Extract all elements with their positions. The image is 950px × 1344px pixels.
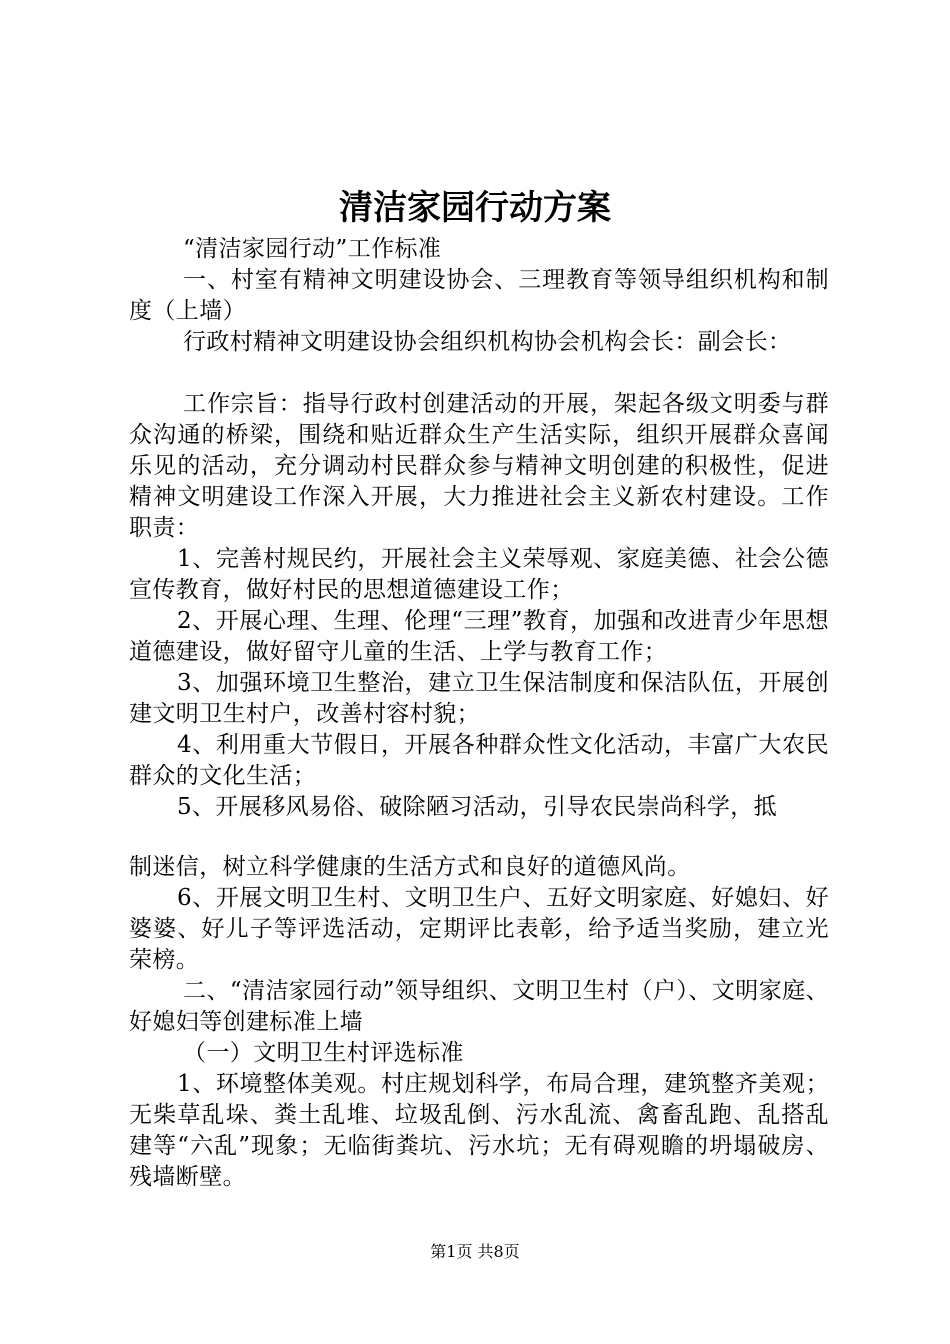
paragraph-duty-6: 6、开展文明卫生村、文明卫生户、五好文明家庭、好媳妇、好婆婆、好儿子等评选活动，定期评比表彰，给予适当奖励，建立光荣榜。: [129, 885, 829, 973]
paragraph-duty-2: 2、开展心理、生理、伦理“三理”教育，加强和改进青少年思想道德建设，做好留守儿童的生活、上学与教育工作；: [129, 608, 829, 665]
paragraph-duty-4: 4、利用重大节假日，开展各种群众性文化活动，丰富广大农民群众的文化生活；: [129, 732, 829, 789]
paragraph-organization: 行政村精神文明建设协会组织机构协会机构会长：副会长：: [183, 329, 792, 355]
paragraph-duty-5: 5、开展移风易俗、破除陋习活动，引导农民崇尚科学，抵: [177, 794, 778, 820]
paragraph-standard-heading: “清洁家园行动”工作标准: [183, 236, 442, 262]
paragraph-work-purpose: 工作宗旨：指导行政村创建活动的开展，架起各级文明委与群众沟通的桥梁，围绕和贴近群众生产生活实际，组织开展群众喜闻乐见的活动，充分调动村民群众参与精神文明创建的积极性，促进精神文明建设工作深入开展，大力推进社会主义新农村建设。工作职责：: [129, 391, 829, 541]
paragraph-subsection-1: （一）文明卫生村评选标准: [183, 1040, 464, 1066]
paragraph-section-2: 二、“清洁家园行动”领导组织、文明卫生村（户）、文明家庭、好媳妇等创建标准上墙: [129, 978, 829, 1035]
page-number: 第1页 共8页: [430, 1242, 520, 1261]
paragraph-section-1: 一、村室有精神文明建设协会、三理教育等领导组织机构和制度（上墙）: [129, 267, 829, 324]
paragraph-duty-3: 3、加强环境卫生整治，建立卫生保洁制度和保洁队伍，开展创建文明卫生村户，改善村容村貌；: [129, 670, 829, 727]
paragraph-standard-1: 1、环境整体美观。村庄规划科学，布局合理，建筑整齐美观；无柴草乱垛、粪土乱堆、垃圾乱倒、污水乱流、禽畜乱跑、乱搭乱建等“六乱”现象；无临街粪坑、污水坑；无有碍观瞻的坍塌破房、残墙断壁。: [129, 1071, 829, 1190]
document-body: [129, 234, 829, 1193]
paragraph-duty-5-continued: 制迷信，树立科学健康的生活方式和良好的道德风尚。: [129, 854, 691, 880]
paragraph-duty-1: 1、完善村规民约，开展社会主义荣辱观、家庭美德、社会公德宣传教育，做好村民的思想道德建设工作；: [129, 546, 829, 603]
document-title: 清洁家园行动方案: [339, 188, 611, 228]
